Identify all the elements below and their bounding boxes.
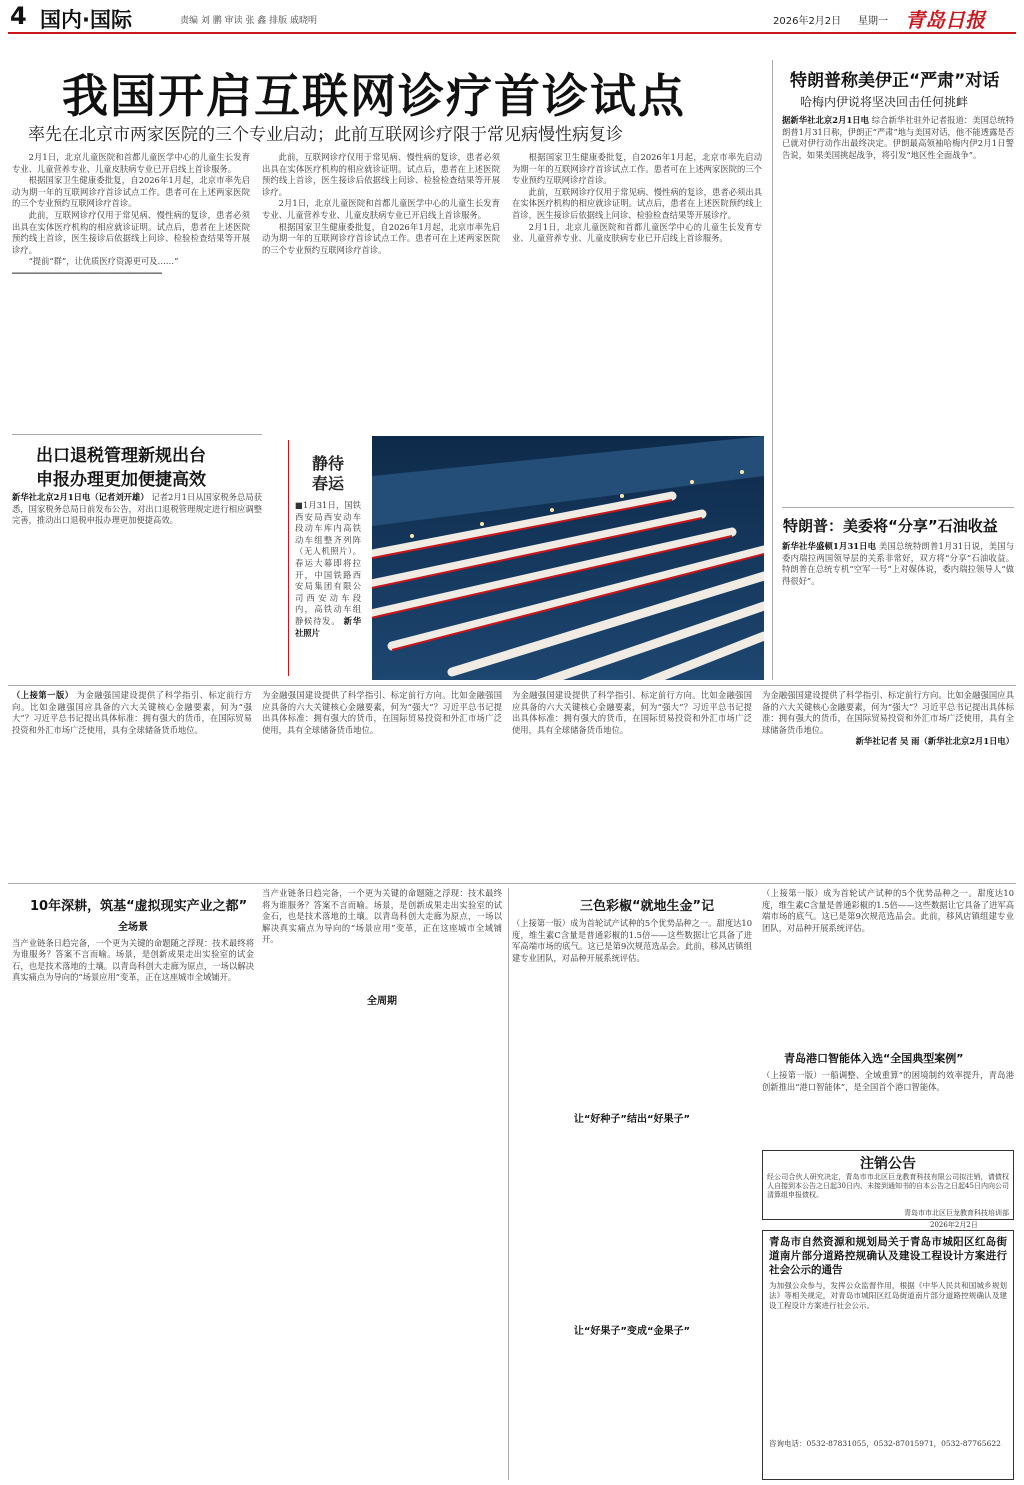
- photo-caption-body: ■1月31日，国铁西安局西安动车段动车库内高铁动车组整齐列阵（无人机照片）。春运大幕即将拉开，中国铁路西安局集团有限公司西安动车段内，高铁动车组静候待发。: [295, 500, 361, 626]
- trump-iran-headline: 特朗普称美伊正“严肃”对话: [790, 71, 1000, 91]
- train-depot-image: [372, 436, 764, 680]
- trump-iran-byline: 据新华社北京2月1日电: [782, 115, 870, 125]
- farm-headline: 三色彩椒“就地生金”记: [580, 899, 715, 914]
- column-divider: [772, 60, 773, 680]
- export-text: 记者2月1日从国家税务总局获悉，国家税务总局日前发布公告，对出口退税管理规定进行相应调整完善，推动出口退税申报办理更加便捷高效。: [12, 492, 262, 526]
- vr-headline: 10年深耕，筑基“虚拟现实产业之都”: [30, 899, 248, 914]
- lead-body-col3: [512, 152, 762, 362]
- section-divider: [782, 507, 1014, 508]
- notice-date: 2026年2月2日: [930, 1221, 978, 1229]
- finance-lead-tag: （上接第一版）: [12, 690, 74, 700]
- notice-org: 青岛市市北区巨龙教育科技培训部: [904, 1209, 1009, 1217]
- finance-col4: [762, 690, 1014, 870]
- port-headline: 青岛港口智能体入选“全国典型案例”: [784, 1052, 964, 1065]
- lead-paragraph: “提前“群”，让优质医疗资源更可及……”: [28, 256, 179, 267]
- port-body: [762, 1070, 1014, 1146]
- finance-col1: [12, 690, 252, 870]
- train-depot-photo: [372, 436, 764, 680]
- vr-text: 当产业链条日趋完备，一个更为关键的命题随之浮现：技术最终将为谁服务？答案不言而喻。场景，是创新成果走出实验室的试金石，也是技术落地的土壤。以青岛科创大走廊为原点，一场以解决真实痛点为导向的“场景应用”变革，正在这座城市全域铺开。: [262, 888, 502, 945]
- export-headline-line1: 出口退税管理新规出台: [36, 446, 206, 466]
- trump-iran-text: 综合新华社驻外记者报道：美国总统特朗普1月31日称，伊朗正“严肃”地与美国对话，他不能透露是否已就对伊行动作出最终决定。伊朗最高领袖哈梅内伊2月1日警告说，如果美国挑起战争，将引发“地区性全面战争”。: [782, 115, 1014, 160]
- section-name: 国内·国际: [40, 8, 132, 32]
- export-byline: 新华社北京2月1日电（记者刘开雄）: [12, 492, 149, 502]
- lead-subtitle: 率先在北京市两家医院的三个专业启动；此前互联网诊疗限于常见病慢性病复诊: [28, 125, 623, 145]
- lead-headline: 我国开启互联网诊疗首诊试点: [62, 69, 686, 123]
- gov-notice-contact: 咨询电话：0532-87831055，0532-87015971，0532-87765622: [769, 1439, 1001, 1448]
- finance-text: 为金融强国建设提供了科学指引、标定前行方向。比如金融强国应具备的六大关键核心金融要素，何为“强大”？习近平总书记提出具体标准：拥有强大的货币，在国际贸易投资和外汇市场广泛使用，具有全球储备货币地位。: [512, 690, 752, 735]
- vr-subhead-scene: 全场景: [118, 922, 148, 933]
- lead-paragraph: 根据国家卫生健康委批复，自2026年1月起，北京市率先启动为期一年的互联网诊疗首诊试点工作。患者可在上述两家医院的三个专业预约互联网诊疗首诊。: [512, 152, 762, 186]
- export-body: [12, 492, 262, 678]
- page-number: 4: [10, 2, 27, 30]
- farm-text: （上接第一版）成为首轮试产试种的5个优势品种之一。甜度达10度，维生素C含量是普通彩椒的1.5倍——这些数据让它具备了进军高端市场的底气。这已是第9次规范选品会。此前，移风店镇组建专业团队，对品种开展系统评估。: [762, 888, 1014, 933]
- gov-notice-box: [762, 1230, 1014, 1480]
- vr-text: 当产业链条日趋完备，一个更为关键的命题随之浮现：技术最终将为谁服务？答案不言而喻。场景，是创新成果走出实验室的试金石，也是技术落地的土壤。以青岛科创大走廊为原点，一场以解决真实痛点为导向的“场景应用”变革，正在这座城市全域铺开。: [12, 937, 254, 983]
- lead-paragraph: 此前，互联网诊疗仅用于常见病、慢性病的复诊，患者必须出具在实体医疗机构的相应就诊证明。试点后，患者在上述医院预约线上首诊，医生接诊后依据线上问诊、检验检查结果等开展诊疗。: [262, 152, 500, 197]
- band-divider: [8, 685, 1016, 686]
- finance-byline: 新华社记者 吴 雨（新华社北京2月1日电）: [855, 736, 1014, 747]
- photo-caption-box: [288, 440, 367, 676]
- trump-iran-body: [782, 115, 1014, 495]
- lead-paragraph: 2月1日，北京儿童医院和首都儿童医学中心的儿童生长发育专业、儿童营养专业、儿童皮肤病专业已开启线上首诊服务。: [12, 152, 250, 174]
- finance-col3: [512, 690, 752, 870]
- gov-notice-text: 为加强公众参与，发挥公众监督作用，根据《中华人民共和国城乡规划法》等相关规定，对青岛市城阳区红岛街道南片部分道路控规确认及建设工程设计方案进行社会公示。: [769, 1281, 1007, 1310]
- notice-box: [762, 1150, 1014, 1220]
- issue-date: 2026年2月2日: [773, 16, 842, 27]
- column-divider: [508, 888, 509, 1480]
- notice-text: 经公司合伙人研究决定，青岛市市北区巨龙教育科技有限公司拟注销，请债权人自接到本公告之日起30日内、未接到通知书的自本公告之日起45日内向公司清算组申报债权。: [767, 1173, 1009, 1199]
- masthead-logo: 青岛日报: [905, 8, 985, 32]
- finance-text: 为金融强国建设提供了科学指引、标定前行方向。比如金融强国应具备的六大关键核心金融要素，何为“强大”？习近平总书记提出具体标准：拥有强大的货币，在国际贸易投资和外汇市场广泛使用，具有全球储备货币地位。: [12, 690, 252, 735]
- lead-paragraph: 此前，互联网诊疗仅用于常见病、慢性病的复诊，患者必须出具在实体医疗机构的相应就诊证明。试点后，患者在上述医院预约线上首诊，医生接诊后依据线上问诊、检验检查结果等开展诊疗。: [12, 209, 250, 255]
- gov-notice-title: 青岛市自然资源和规划局关于青岛市城阳区红岛街道南片部分道路控规确认及建设工程设计方案进行社会公示的通告: [769, 1236, 1007, 1276]
- trump-oil-headline: 特朗普：美委将“分享”石油收益: [783, 517, 998, 535]
- band-divider: [8, 883, 1016, 884]
- issue-weekday: 星期一: [858, 16, 888, 27]
- section-divider: [12, 434, 262, 435]
- trump-oil-body: [782, 541, 1014, 676]
- staff-credits: 责编 刘 鹏 审读 张 鑫 排版 戚晓明: [180, 16, 318, 26]
- lead-paragraph: 根据国家卫生健康委批复，自2026年1月起，北京市率先启动为期一年的互联网诊疗首诊试点工作。患者可在上述两家医院的三个专业预约互联网诊疗首诊。: [12, 175, 250, 209]
- farm-col1: [512, 918, 752, 1478]
- farm-text: （上接第一版）成为首轮试产试种的5个优势品种之一。甜度达10度，维生素C含量是普通彩椒的1.5倍——这些数据让它具备了进军高端市场的底气。这已是第9次规范选品会。此前，移风店镇组建专业团队，对品种开展系统评估。: [512, 918, 752, 963]
- vr-subhead-cycle: 全周期: [367, 995, 397, 1007]
- lead-paragraph: 根据国家卫生健康委批复，自2026年1月起，北京市率先启动为期一年的互联网诊疗首诊试点工作。患者可在上述两家医院的三个专业预约互联网诊疗首诊。: [262, 221, 500, 255]
- lead-paragraph: 2月1日，北京儿童医院和首都儿童医学中心的儿童生长发育专业、儿童营养专业、儿童皮肤病专业已开启线上首诊服务。: [512, 221, 762, 244]
- lead-body-col2: [262, 152, 500, 352]
- notice-title: 注销公告: [860, 1156, 916, 1172]
- export-headline-line2: 申报办理更加便捷高效: [36, 470, 206, 490]
- farm-col2: [762, 888, 1014, 1048]
- finance-col2: [262, 690, 502, 870]
- header-rule: [8, 32, 1016, 34]
- port-text: （上接第一版）一船调整、全域重算”的困境制约效率提升，青岛港创新推出“港口智能体”，是全国首个港口智能体。: [762, 1070, 1014, 1092]
- lead-body-col1: 2月1日，北京儿童医院和首都儿童医学中心的儿童生长发育专业、儿童营养专业、儿童皮肤病专业已开启线上首诊服务。 根据国家卫生健康委批复，自2026年1月起，北京市率先启动为期一年的互联网诊疗首诊试点工作。患者可在上述两家医院的三个专业预约互联网诊疗首诊。 此前，互联网诊疗仅用于常见病、慢性病的复诊，患者必须出具在实体医疗机构的相应就诊证明。试点后，患者在上述医院预约线上首诊，医生接诊后依据线上问诊、检验检查结果等开展诊疗。 “提前“群”，让优质医疗资源更可及……” ━━━━━━━━━━━━━━━━━━━━━━━━━━━━━━: [12, 152, 250, 278]
- photo-caption-text: [289, 500, 367, 670]
- vr-col2: [262, 888, 502, 1478]
- finance-text: 为金融强国建设提供了科学指引、标定前行方向。比如金融强国应具备的六大关键核心金融要素，何为“强大”？习近平总书记提出具体标准：拥有强大的货币，在国际贸易投资和外汇市场广泛使用，具有全球储备货币地位。: [262, 690, 502, 735]
- photo-caption-title: 静待春运: [311, 454, 344, 493]
- photo-credit: 新华社照片: [295, 615, 361, 638]
- farm-subhead-gold: 让“好果子”变成“金果子”: [573, 1325, 691, 1337]
- trump-oil-text: 美国总统特朗普1月31日说，美国与委内瑞拉两国领导层的关系非常好，双方将“分享”石油收益。特朗普在总统专机“空军一号”上对媒体说，委内瑞拉领导人“做得很好”。: [782, 541, 1014, 586]
- finance-text: 为金融强国建设提供了科学指引、标定前行方向。比如金融强国应具备的六大关键核心金融要素，何为“强大”？习近平总书记提出具体标准：拥有强大的货币，在国际贸易投资和外汇市场广泛使用，具有全球储备货币地位。: [762, 690, 1014, 735]
- lead-paragraph: 2月1日，北京儿童医院和首都儿童医学中心的儿童生长发育专业、儿童营养专业、儿童皮肤病专业已开启线上首诊服务。: [262, 198, 500, 220]
- lead-paragraph: 此前，互联网诊疗仅用于常见病、慢性病的复诊，患者必须出具在实体医疗机构的相应就诊证明。试点后，患者在上述医院预约线上首诊，医生接诊后依据线上问诊、检验检查结果等开展诊疗。: [512, 186, 762, 220]
- trump-iran-subtitle: 哈梅内伊说将坚决回击任何挑衅: [800, 95, 969, 109]
- vr-col1: [12, 918, 254, 1478]
- farm-subhead-seed: 让“好种子”结出“好果子”: [573, 1114, 691, 1126]
- trump-oil-byline: 新华社华盛顿1月31日电: [782, 541, 877, 551]
